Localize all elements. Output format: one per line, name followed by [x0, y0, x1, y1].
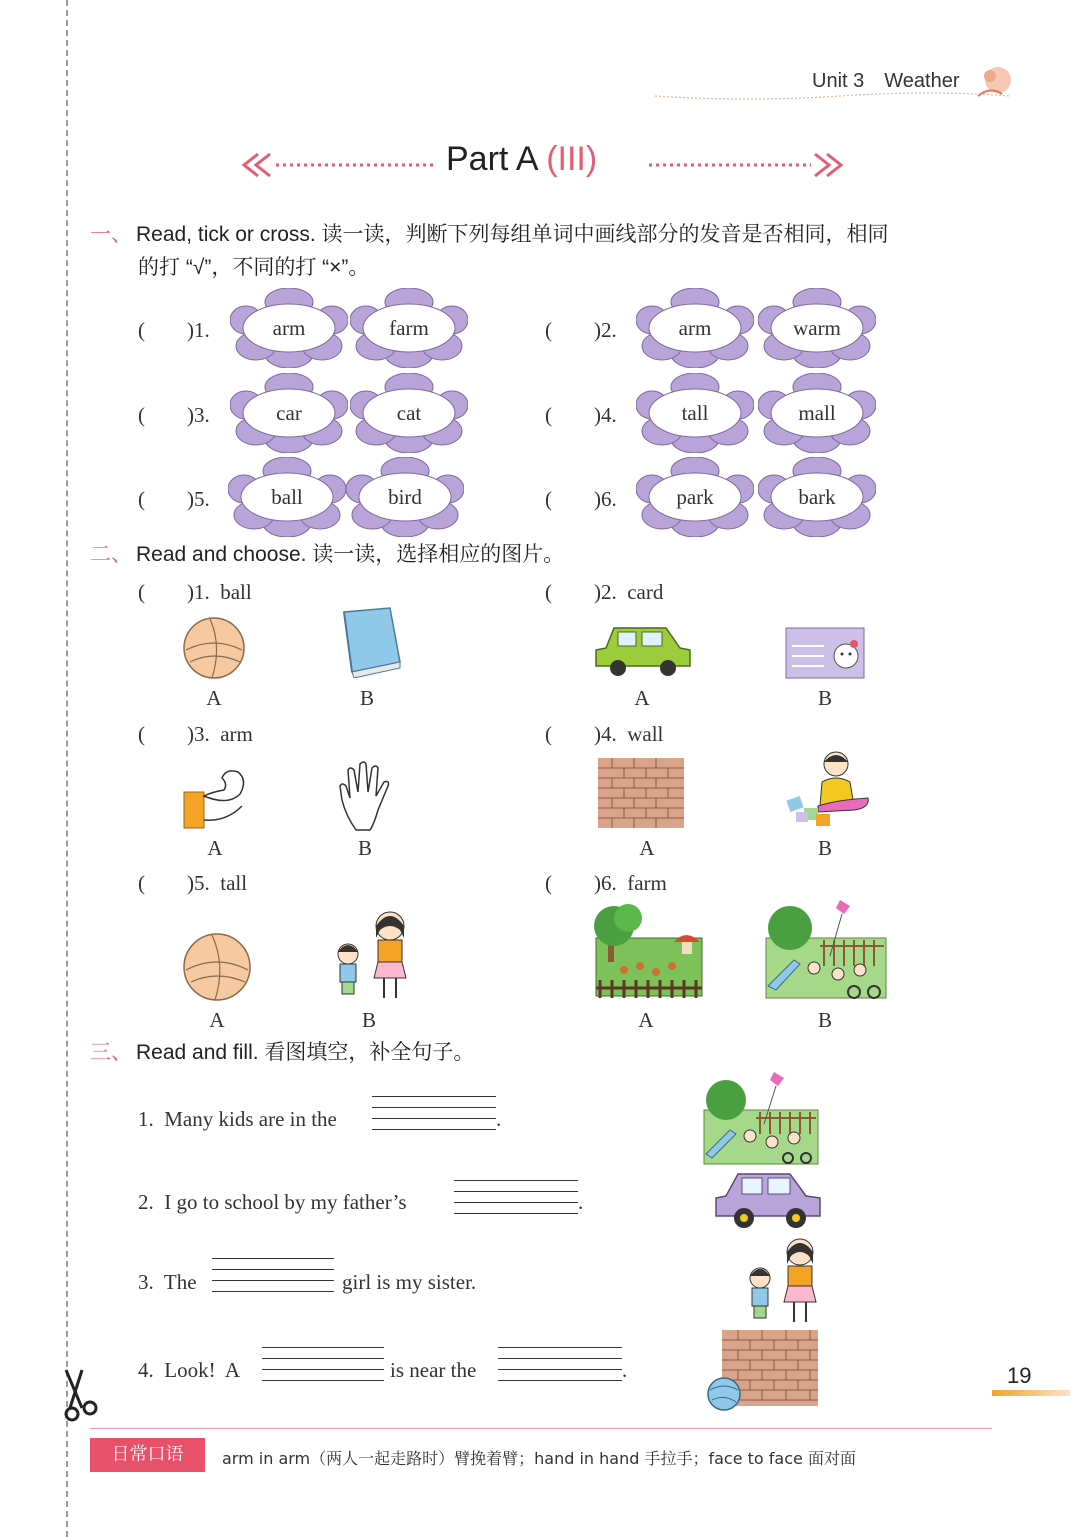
- wall-ball-icon: [704, 1328, 820, 1412]
- option-a: A: [638, 1008, 654, 1032]
- flower-word-text: bird: [388, 485, 422, 509]
- page-number: 19: [1007, 1363, 1032, 1388]
- answer-blank[interactable]: [212, 1258, 334, 1302]
- section1-instruction: 一、 Read, tick or cross. 读一读，判断下列每组单词中画线部分的发音是否相同，相同 的打 “√”，不同的打 “×”。: [90, 223, 889, 279]
- farm-icon: [594, 900, 704, 1000]
- page-number-bar: [992, 1390, 1070, 1396]
- ball-icon: [182, 616, 246, 680]
- s2-item-3-label: ( )3. arm: [138, 722, 253, 746]
- s2-item-4-label: ( )4. wall: [545, 722, 664, 746]
- flower-word: [350, 373, 468, 453]
- s2-item-6-label: ( )6. farm: [545, 871, 667, 895]
- s2-item-5-label: ( )5. tall: [138, 871, 248, 895]
- flower-word-text: ball: [271, 485, 303, 509]
- ball-icon: [182, 932, 252, 1002]
- unit-label: Unit 3: [812, 70, 865, 92]
- option-b: B: [361, 1008, 376, 1032]
- card-icon: [784, 626, 866, 680]
- girl-cards-icon: [784, 748, 872, 830]
- answer-blank[interactable]: [372, 1096, 496, 1140]
- s3-sentence-4b: is near the: [390, 1358, 477, 1382]
- flower-word: [758, 457, 876, 537]
- book-icon: [334, 606, 404, 678]
- flower-word-text: cat: [396, 401, 422, 425]
- footer-rule: [90, 1428, 992, 1429]
- section2-instruction: 二、 Read and choose. 读一读，选择相应的图片。: [90, 543, 565, 566]
- option-a: A: [634, 686, 650, 710]
- option-a: A: [209, 1008, 225, 1032]
- part-title: Part A (III): [446, 140, 598, 178]
- boy-girl-icon: [330, 908, 412, 1002]
- car-icon: [592, 622, 694, 678]
- boy-girl-icon: [740, 1236, 822, 1326]
- option-a: A: [639, 836, 655, 860]
- flower-word: [636, 457, 754, 537]
- s1-item-3-label: ( )3.: [138, 403, 210, 427]
- flower-word-text: bark: [798, 485, 836, 509]
- s3-sentence-3b: girl is my sister.: [342, 1270, 477, 1294]
- flower-word-text: tall: [681, 401, 709, 425]
- car-icon: [712, 1168, 824, 1232]
- flower-word: [230, 373, 348, 453]
- cut-line: [66, 0, 68, 1537]
- s1-item-4-label: ( )4.: [545, 403, 617, 427]
- s1-item-6-label: ( )6.: [545, 487, 617, 511]
- option-b: B: [817, 1008, 832, 1032]
- arm-icon: [182, 766, 252, 830]
- flower-word: [346, 457, 464, 537]
- option-a: A: [206, 686, 222, 710]
- flower-word: [228, 457, 346, 537]
- option-b: B: [359, 686, 374, 710]
- tip-label: 日常口语: [90, 1438, 205, 1472]
- flower-word-text: mall: [798, 401, 836, 425]
- s1-item-2-label: ( )2.: [545, 318, 617, 342]
- s2-item-2-label: ( )2. card: [545, 580, 664, 604]
- option-b: B: [817, 836, 832, 860]
- park-icon: [764, 898, 888, 1000]
- title-left-arrow: [240, 150, 440, 180]
- flower-word-text: arm: [678, 316, 712, 340]
- hand-icon: [336, 760, 394, 832]
- answer-blank[interactable]: [454, 1180, 578, 1224]
- flower-word-text: park: [676, 485, 714, 509]
- unit-topic: Weather: [884, 70, 960, 92]
- option-a: A: [207, 836, 223, 860]
- tip-text: arm in arm（两人一起走路时）臂挽着臂；hand in hand 手拉手；face to face 面对面: [222, 1449, 856, 1468]
- option-b: B: [357, 836, 372, 860]
- s3-sentence-2: 2. I go to school by my father’s: [138, 1190, 407, 1214]
- flower-word-text: farm: [389, 316, 429, 340]
- option-b: B: [817, 686, 832, 710]
- s2-item-1-label: ( )1. ball: [138, 580, 252, 604]
- section3-instruction: 三、 Read and fill. 看图填空，补全句子。: [90, 1041, 475, 1064]
- s3-sentence-4a: 4. Look! A: [138, 1358, 241, 1382]
- answer-blank[interactable]: [498, 1347, 622, 1391]
- s3-sentence-3a: 3. The: [138, 1270, 197, 1294]
- part-roman: III: [557, 140, 586, 178]
- flower-word: [230, 288, 348, 368]
- flower-word: [636, 373, 754, 453]
- flower-word: [350, 288, 468, 368]
- flower-word: [758, 288, 876, 368]
- flower-word: [758, 373, 876, 453]
- park-icon: [702, 1070, 820, 1166]
- title-right-arrow: [645, 150, 845, 180]
- answer-blank[interactable]: [262, 1347, 384, 1391]
- s3-sentence-1: 1. Many kids are in the: [138, 1107, 337, 1131]
- flower-word-text: arm: [272, 316, 306, 340]
- flower-word: [636, 288, 754, 368]
- header-decoration: [650, 58, 1020, 108]
- scissors-icon: [60, 1368, 102, 1426]
- brick-wall-icon: [598, 758, 684, 828]
- flower-word-text: warm: [793, 316, 841, 340]
- s1-item-5-label: ( )5.: [138, 487, 210, 511]
- flower-word-text: car: [276, 401, 302, 425]
- s1-item-1-label: ( )1.: [138, 318, 210, 342]
